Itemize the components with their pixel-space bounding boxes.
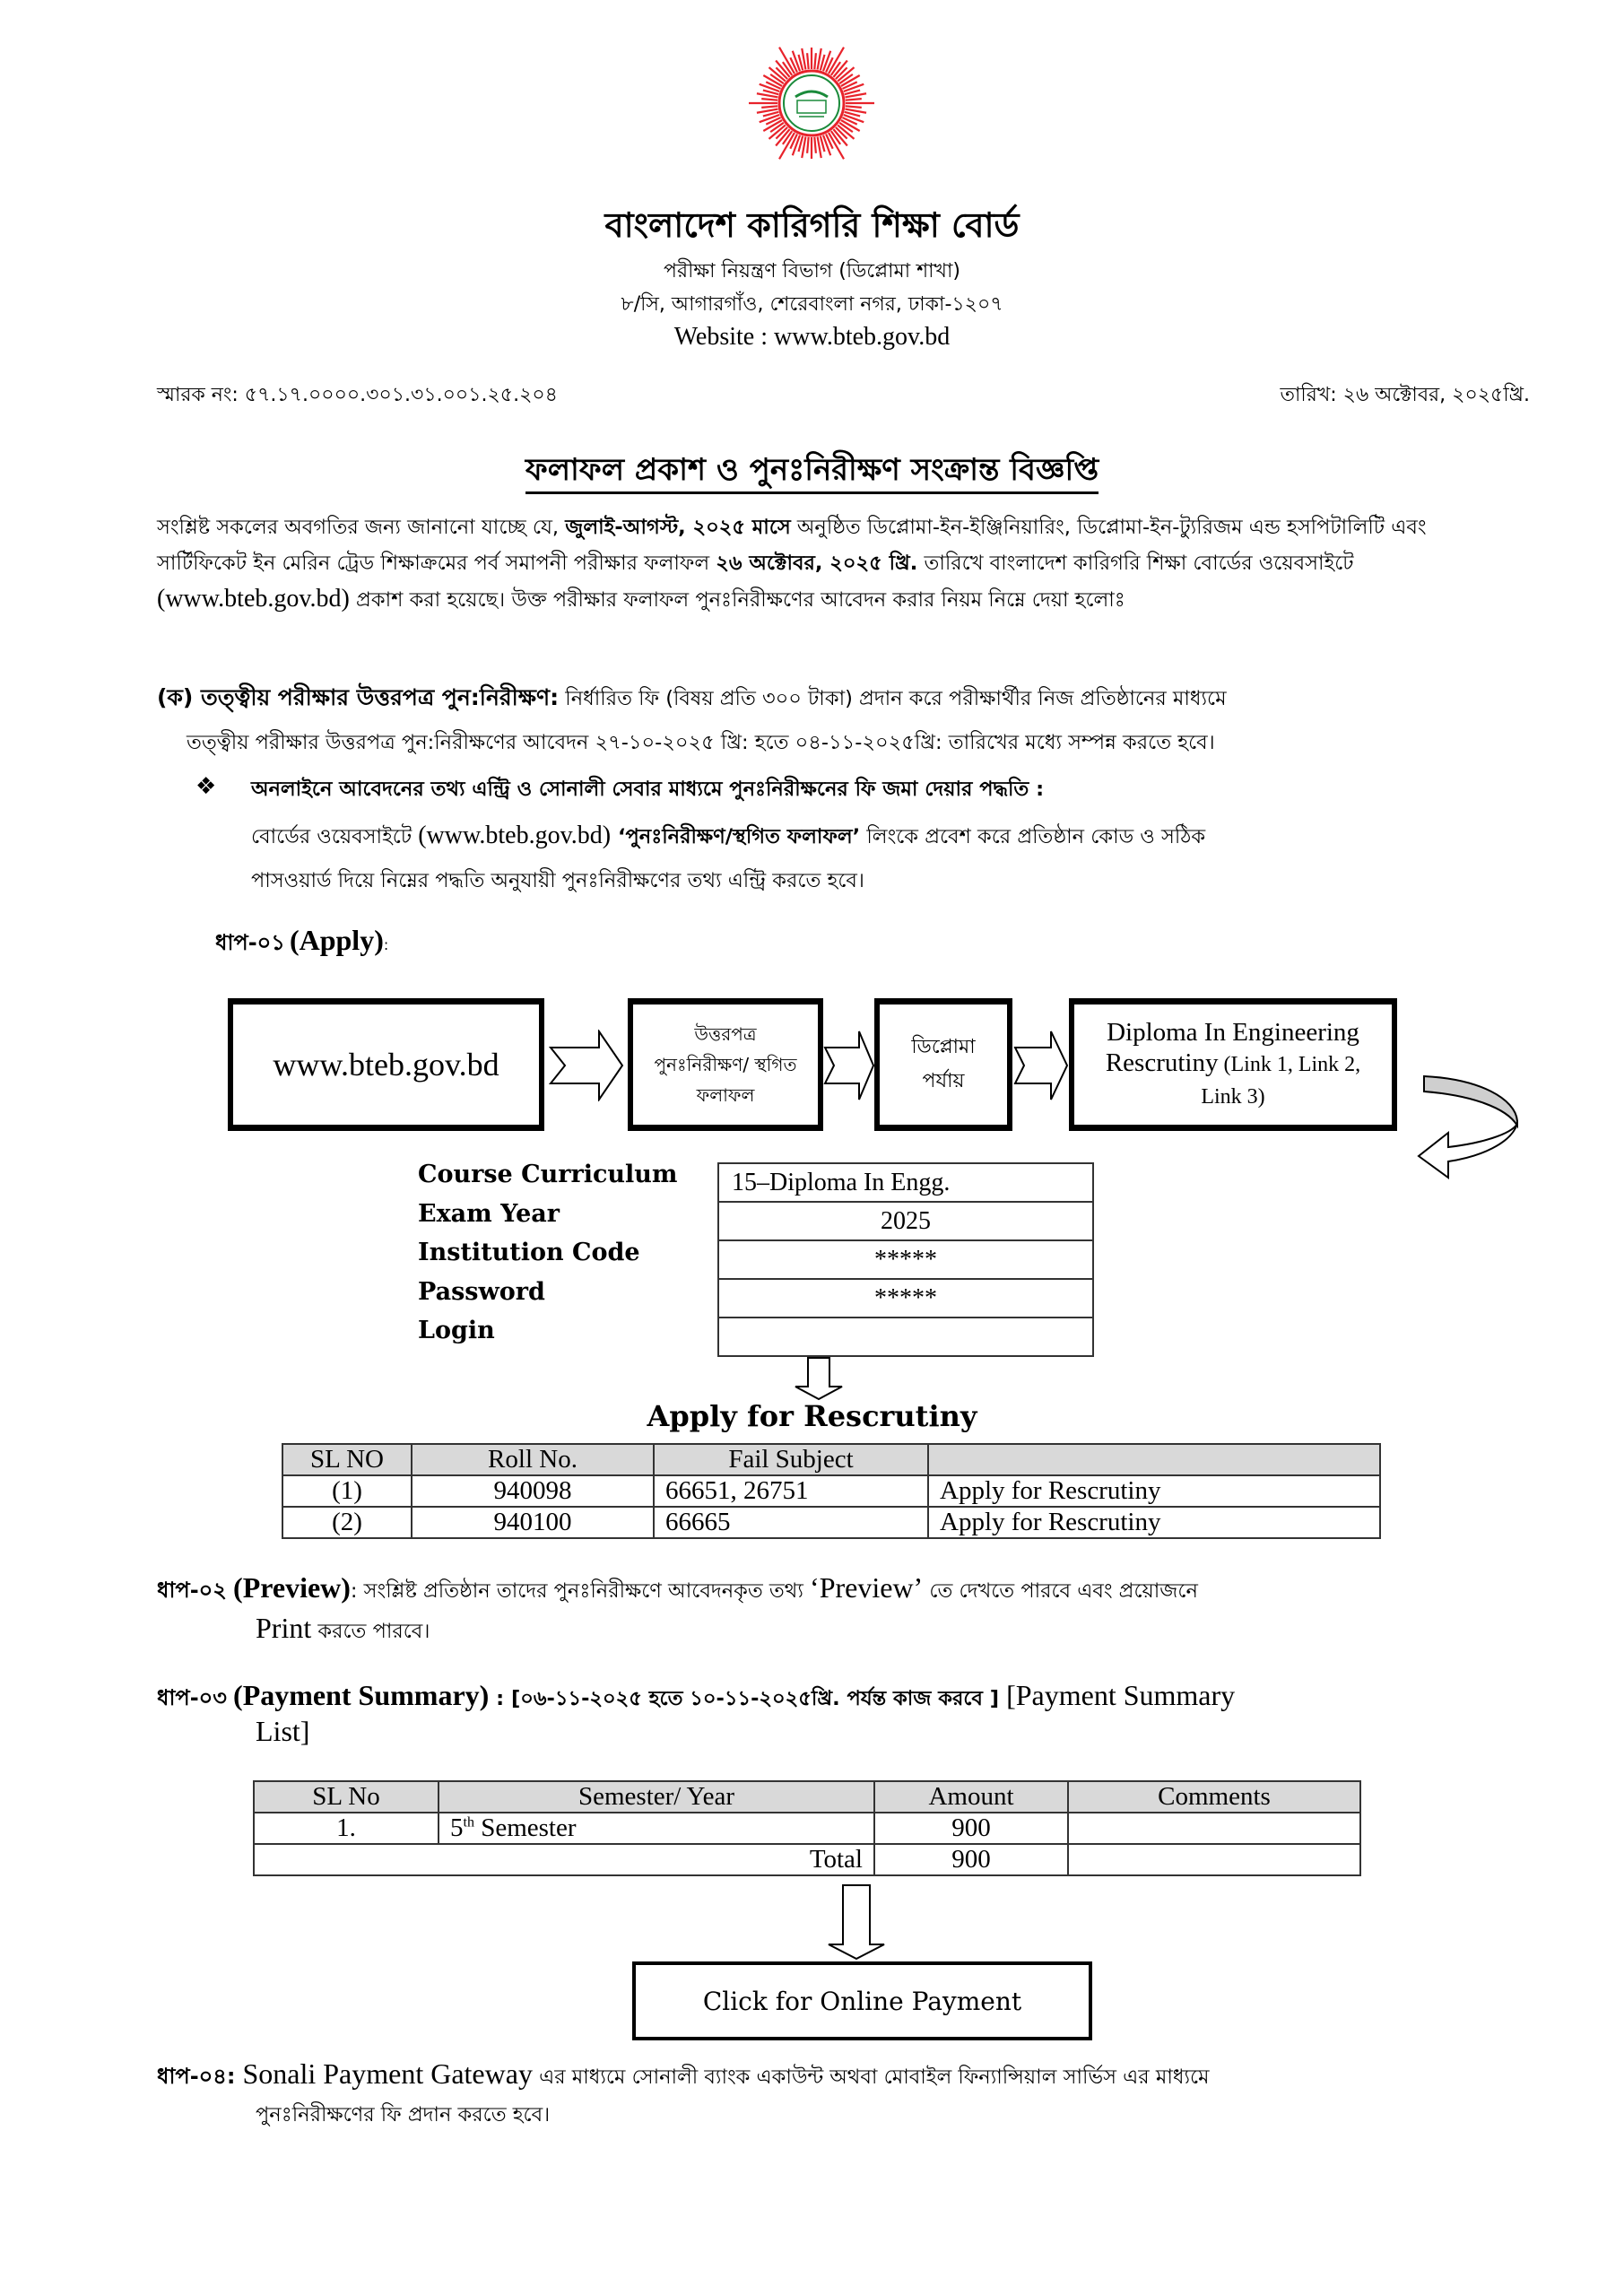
- bullet-heading: অনলাইনে আবেদনের তথ্য এন্ট্রি ও সোনালী সেবার মাধ্যমে পুনঃনিরীক্ষনের ফি জমা দেয়ার পদ্ধতি :: [251, 778, 1045, 801]
- payment-table-header: Comments: [1068, 1781, 1360, 1813]
- label-login: Login: [418, 1317, 495, 1344]
- table-row: [282, 1507, 1380, 1538]
- step-2-text-1: সংশ্লিষ্ট প্রতিষ্ঠান তাদের পুনঃনিরীক্ষণে আবেদনকৃত তথ্য: [357, 1579, 811, 1603]
- intro-paragraph: [157, 509, 1520, 618]
- bteb-emblem-icon: [749, 36, 874, 170]
- apply-table-header: SL NO: [282, 1444, 412, 1475]
- step-3: [157, 1675, 1520, 1718]
- total-comments: [1068, 1844, 1360, 1875]
- flow-box-engineering-text: [1090, 1017, 1376, 1112]
- sonali-payment-gateway: Sonali Payment Gateway: [235, 2057, 533, 2090]
- step-4-text-1: এর মাধ্যমে সোনালী ব্যাংক একাউন্ট অথবা মোবাইল ফিন্যান্সিয়াল সার্ভিস এর মাধ্যমে: [532, 2066, 1210, 2089]
- roll-no: 940100: [412, 1507, 654, 1538]
- login-button[interactable]: [718, 1318, 1093, 1356]
- flow-box-diploma-engineering[interactable]: [1069, 998, 1397, 1131]
- emblem-ray: [846, 106, 862, 108]
- apply-table: [282, 1443, 1381, 1539]
- label-institution-code: Institution Code: [418, 1239, 640, 1266]
- bullet-text-2: পাসওয়ার্ড দিয়ে নিম্নের পদ্ধতি অনুযায়ী পুনঃনিরীক্ষণের তথ্য এন্ট্রি করতে হবে।: [251, 869, 864, 892]
- semester-number: 5: [450, 1813, 464, 1842]
- intro-text-3: তারিখে বাংলাদেশ কারিগরি শিক্ষা বোর্ডের ওয়েবসাইটে: [917, 552, 1354, 575]
- sl-no: (1): [282, 1475, 412, 1507]
- address: ৮/সি, আগারগাঁও, শেরেবাংলা নগর, ঢাকা-১২০৭: [621, 293, 1003, 316]
- course-curriculum-select[interactable]: 15–Diploma In Engg.: [718, 1163, 1093, 1202]
- intro-text-2: অনুষ্ঠিত ডিপ্লোমা-ইন-ইঞ্জিনিয়ারিং, ডিপ্লোমা-ইন-ট্যুরিজম এন্ড হসপিটালিটি এবং সার্টিফিকেট ইন মেরিন ট্রেড শিক্ষাক্রমের পর্ব সমাপনী পরীক্ষার ফলাফল: [157, 516, 1427, 575]
- payment-table-header: Semester/ Year: [439, 1781, 874, 1813]
- step-2-suffix: :: [350, 1579, 358, 1603]
- flow-box-rescrutiny-text: উত্তরপত্র পুনঃনিরীক্ষণ/ স্থগিত ফলাফল: [654, 1023, 797, 1106]
- step-2-label-en: (Preview): [233, 1571, 351, 1604]
- intro-exam-month: জুলাই-আগস্ট, ২০২৫ মাসে: [565, 516, 791, 539]
- apply-for-rescrutiny-title: Apply for Rescrutiny: [647, 1399, 977, 1433]
- intro-result-date: ২৬ অক্টোবর, ২০২৫ খ্রি.: [716, 552, 918, 575]
- apply-table-header: Roll No.: [412, 1444, 654, 1475]
- payment-summary-table: [253, 1780, 1361, 1876]
- step-4: [157, 2054, 1520, 2097]
- exam-year-field[interactable]: 2025: [718, 1202, 1093, 1240]
- diamond-bullet-icon: ❖: [195, 773, 217, 800]
- intro-text-4: প্রকাশ করা হয়েছে। উক্ত পরীক্ষার ফলাফল পুনঃনিরীক্ষণের আবেদন করার নিয়ম নিম্নে দেয়া হলোঃ: [349, 588, 1125, 612]
- notice-date: তারিখ: ২৬ অক্টোবর, ২০২৫খ্রি.: [1280, 384, 1530, 406]
- payment-table-header: Amount: [874, 1781, 1068, 1813]
- step-3-schedule: [০৬-১১-২০২৫ হতে ১০-১১-২০২৫খ্রি. পর্যন্ত কাজ করবে ]: [510, 1687, 1000, 1710]
- flow-box-rescrutiny-link[interactable]: [628, 998, 823, 1131]
- step-4-label: ধাপ-০৪:: [157, 2064, 236, 2089]
- emblem-ray: [761, 99, 777, 100]
- department: পরীক্ষা নিয়ন্ত্রণ বিভাগ (ডিপ্লোমা শাখা): [664, 260, 960, 283]
- notice-title-text: ফলাফল প্রকাশ ও পুনঃনিরীক্ষণ সংক্রান্ত বিজ্ঞপ্তি: [525, 452, 1099, 494]
- sl-no: 1.: [254, 1813, 439, 1844]
- intro-website-link[interactable]: (www.bteb.gov.bd): [157, 585, 350, 613]
- institution-code-field[interactable]: *****: [718, 1240, 1093, 1279]
- flow-box-website-text: www.bteb.gov.bd: [273, 1047, 499, 1083]
- online-payment-button[interactable]: Click for Online Payment: [632, 1961, 1092, 2040]
- apply-table-header: [928, 1444, 1380, 1475]
- step-3-suffix: :: [489, 1687, 511, 1710]
- fail-subject: 66665: [654, 1507, 928, 1538]
- login-form-labels: [418, 1155, 678, 1351]
- emblem-ray: [814, 137, 816, 153]
- semester-suffix: th: [463, 1814, 474, 1831]
- curved-arrow-icon: [1417, 1072, 1524, 1184]
- apply-table-header: Fail Subject: [654, 1444, 928, 1475]
- org-name: বাংলাদেশ কারিগরি শিক্ষা বোর্ড: [604, 205, 1020, 245]
- emblem-ray: [814, 53, 816, 69]
- step-1-label: ধাপ-০১: [215, 930, 285, 955]
- section-ka-label: (ক) তত্ত্বীয় পরীক্ষার উত্তরপত্র পুন:নিরীক্ষণ:: [157, 684, 560, 710]
- semester: [439, 1813, 874, 1844]
- bullet-website-link[interactable]: (www.bteb.gov.bd): [418, 822, 612, 849]
- sl-no: (2): [282, 1507, 412, 1538]
- bullet-text-1b: লিংকে প্রবেশ করে প্রতিষ্ঠান কোড ও সঠিক: [860, 825, 1206, 848]
- total-amount: 900: [874, 1844, 1068, 1875]
- flow-box-engineering-links: (Link 1, Link 2, Link 3): [1201, 1053, 1361, 1109]
- step-1-heading: [215, 924, 388, 962]
- section-ka: [157, 680, 1538, 717]
- total-label: Total: [254, 1844, 874, 1875]
- login-form: [717, 1162, 1094, 1357]
- intro-text-1: সংশ্লিষ্ট সকলের অবগতির জন্য জানানো যাচ্ছে যে,: [157, 516, 566, 539]
- table-row: [254, 1813, 1360, 1844]
- label-exam-year: Exam Year: [418, 1199, 560, 1228]
- section-ka-text-2: তত্ত্বীয় পরীক্ষার উত্তরপত্র পুন:নিরীক্ষণের আবেদন ২৭-১০-২০২৫ খ্রি: হতে ০৪-১১-২০২৫খ্রি: তারিখের মধ্যে সম্পন্ন করতে হবে।: [187, 731, 1215, 754]
- flow-box-diploma-text: ডিপ্লোমা পর্যায়: [911, 1036, 976, 1092]
- password-field[interactable]: *****: [718, 1279, 1093, 1318]
- step-3-label-en: (Payment Summary): [233, 1679, 490, 1711]
- section-ka-text-1: নির্ধারিত ফি (বিষয় প্রতি ৩০০ টাকা) প্রদান করে পরীক্ষার্থীর নিজ প্রতিষ্ঠানের মাধ্যমে: [559, 687, 1227, 710]
- right-arrow-icon: [547, 1030, 628, 1101]
- step-3-label: ধাপ-০৩: [157, 1685, 227, 1710]
- right-arrow-icon: [1013, 1030, 1071, 1101]
- step-1-label-en: (Apply): [289, 924, 384, 956]
- payment-summary-list-link-2[interactable]: List]: [256, 1715, 310, 1747]
- step-2-label: ধাপ-০২: [157, 1578, 227, 1603]
- amount: 900: [874, 1813, 1068, 1844]
- emblem-ray: [761, 106, 777, 108]
- step-2-line-2: [256, 1610, 1619, 1649]
- label-course-curriculum: Course Curriculum: [418, 1161, 678, 1188]
- total-row: [254, 1844, 1360, 1875]
- emblem-ray: [807, 137, 809, 153]
- comments: [1068, 1813, 1360, 1844]
- bullet-link-name: ‘পুনঃনিরীক্ষণ/স্থগিত ফলাফল’: [611, 825, 861, 848]
- flow-box-website[interactable]: [228, 998, 544, 1131]
- flow-box-diploma-level[interactable]: [874, 998, 1012, 1131]
- apply-for-rescrutiny-link[interactable]: Apply for Rescrutiny: [928, 1507, 1380, 1538]
- semester-text: Semester: [473, 1813, 577, 1842]
- right-arrow-icon: [823, 1030, 877, 1101]
- label-password: Password: [418, 1277, 545, 1306]
- roll-no: 940098: [412, 1475, 654, 1507]
- step-4-text-2: পুনঃনিরীক্ষণের ফি প্রদান করতে হবে।: [256, 2103, 551, 2126]
- preview-label: ‘Preview’: [810, 1571, 924, 1604]
- bullet-text-1: [251, 818, 1524, 855]
- step-2-text-2: তে দেখতে পারবে এবং প্রয়োজনে: [923, 1579, 1198, 1603]
- fail-subject: 66651, 26751: [654, 1475, 928, 1507]
- bullet-text-1a: বোর্ডের ওয়েবসাইটে: [251, 825, 419, 848]
- down-arrow-icon: [794, 1356, 847, 1401]
- print-label: Print: [256, 1612, 312, 1644]
- emblem-ray: [846, 99, 862, 100]
- step-2-text-3: করতে পারবে।: [311, 1620, 430, 1643]
- step-1-suffix: :: [383, 936, 389, 953]
- apply-for-rescrutiny-link[interactable]: Apply for Rescrutiny: [928, 1475, 1380, 1507]
- step-2: [157, 1568, 1520, 1611]
- emblem-ray: [807, 53, 809, 69]
- payment-summary-list-link[interactable]: [Payment Summary: [999, 1679, 1236, 1711]
- flow-box-engineering-main: Diploma In Engineering Rescrutiny: [1105, 1018, 1359, 1077]
- down-arrow-icon: [825, 1883, 890, 1961]
- website[interactable]: Website : www.bteb.gov.bd: [673, 323, 951, 351]
- table-row: [282, 1475, 1380, 1507]
- notice-title: [0, 447, 1624, 498]
- memo-number: স্মারক নং: ৫৭.১৭.০০০০.৩০১.৩১.০০১.২৫.২০৪: [157, 384, 558, 406]
- payment-table-header: SL No: [254, 1781, 439, 1813]
